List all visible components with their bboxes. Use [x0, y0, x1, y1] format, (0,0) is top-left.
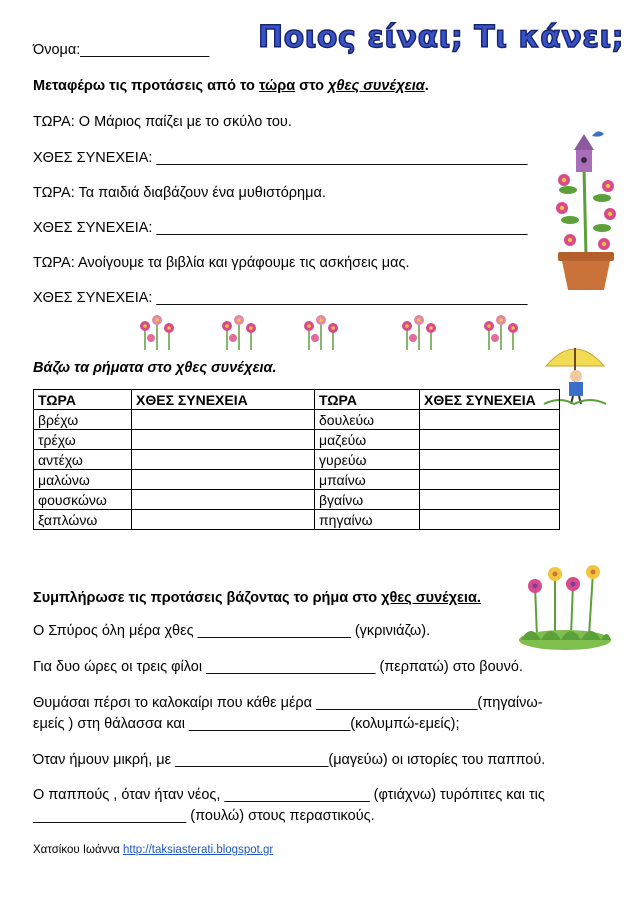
fill-sentence-5b[interactable]: ___________________ (πουλώ) στους περαστικούς.	[33, 808, 375, 824]
instruction-prefix: Μεταφέρω τις προτάσεις από το	[33, 78, 259, 94]
answer-cell[interactable]	[420, 450, 560, 470]
verb-cell: δουλεύω	[315, 410, 420, 430]
answer-cell[interactable]	[420, 510, 560, 530]
verb-cell: βρέχω	[34, 410, 132, 430]
verb-cell: αντέχω	[34, 450, 132, 470]
fill-sentence-5a[interactable]: Ο παππούς , όταν ήταν νέος, __________________ (φτιάχνω) τυρόπιτες και τις	[33, 787, 545, 803]
exercise2-instruction: Βάζω τα ρήματα στο χθες συνέχεια.	[33, 360, 277, 376]
header-now-2: ΤΩΡΑ	[315, 390, 420, 410]
answer-cell[interactable]	[420, 470, 560, 490]
instruction-cont: χθες συνέχεια	[328, 78, 425, 94]
instruction-now: τώρα	[258, 78, 296, 94]
answer-cell[interactable]	[132, 510, 315, 530]
instruction-prefix: Συμπλήρωσε τις προτάσεις βάζοντας το ρήμα στο	[33, 590, 382, 606]
verb-cell: μαλώνω	[34, 470, 132, 490]
table-row	[34, 490, 560, 510]
verb-cell: μαζεύω	[315, 430, 420, 450]
answer-cell[interactable]	[132, 490, 315, 510]
answer-cell[interactable]	[132, 410, 315, 430]
answer-line-3[interactable]: ΧΘΕΣ ΣΥΝΕΧΕΙΑ: ______________________________________________	[33, 290, 528, 306]
flower-pot-icon	[548, 128, 628, 293]
flower-border-icon	[135, 308, 525, 353]
footer	[33, 844, 273, 856]
page-title: Ποιος είναι; Τι κάνει;	[258, 20, 625, 55]
fill-sentence-2[interactable]: Για δυο ώρες οι τρεις φίλοι _____________________ (περπατώ) στο βουνό.	[33, 659, 523, 675]
instruction-mid: στο	[295, 78, 329, 94]
instruction-end: .	[424, 78, 429, 94]
verb-cell: μπαίνω	[315, 470, 420, 490]
exercise1-instruction	[33, 78, 429, 94]
now-sentence-2: ΤΩΡΑ: Τα παιδιά διαβάζουν ένα μυθιστόρημα.	[33, 185, 326, 201]
answer-line-2[interactable]: ΧΘΕΣ ΣΥΝΕΧΕΙΑ: ______________________________________________	[33, 220, 528, 236]
birdhouse-icon	[574, 134, 594, 172]
footer-link[interactable]: http://taksiasterati.blogspot.gr	[123, 844, 274, 856]
fill-sentence-1[interactable]: Ο Σπύρος όλη μέρα χθες ___________________ (γκρινιάζω).	[33, 623, 431, 639]
table-row	[34, 510, 560, 530]
table-row	[34, 470, 560, 490]
header-now-1: ΤΩΡΑ	[34, 390, 132, 410]
header-cont-1: ΧΘΕΣ ΣΥΝΕΧΕΙΑ	[132, 390, 315, 410]
name-field[interactable]: Όνομα:________________	[33, 42, 210, 58]
header-cont-2: ΧΘΕΣ ΣΥΝΕΧΕΙΑ	[420, 390, 560, 410]
verb-cell: πηγαίνω	[315, 510, 420, 530]
verb-table	[33, 389, 560, 530]
fill-sentence-4[interactable]: Όταν ήμουν μικρή, με ___________________(μαγεύω) οι ιστορίες του παππού.	[33, 752, 546, 768]
verb-cell: ξαπλώνω	[34, 510, 132, 530]
table-row	[34, 430, 560, 450]
table-row	[34, 410, 560, 430]
table-header-row	[34, 390, 560, 410]
footer-author: Χατσίκου Ιωάννα	[33, 844, 124, 856]
answer-cell[interactable]	[132, 430, 315, 450]
answer-cell[interactable]	[420, 490, 560, 510]
verb-cell: φουσκώνω	[34, 490, 132, 510]
answer-line-1[interactable]: ΧΘΕΣ ΣΥΝΕΧΕΙΑ: ______________________________________________	[33, 150, 528, 166]
now-sentence-3: ΤΩΡΑ: Ανοίγουμε τα βιβλία και γράφουμε τις ασκήσεις μας.	[33, 255, 410, 271]
flower-bed-icon	[515, 560, 615, 652]
answer-cell[interactable]	[132, 450, 315, 470]
verb-cell: γυρεύω	[315, 450, 420, 470]
answer-cell[interactable]	[420, 410, 560, 430]
verb-cell: βγαίνω	[315, 490, 420, 510]
answer-cell[interactable]	[420, 430, 560, 450]
answer-cell[interactable]	[132, 470, 315, 490]
now-sentence-1: ΤΩΡΑ: Ο Μάριος παίζει με το σκύλο του.	[33, 114, 292, 130]
verb-cell: τρέχω	[34, 430, 132, 450]
fill-sentence-3b[interactable]: εμείς ) στη θάλασσα και ____________________(κολυμπώ-εμείς);	[33, 716, 460, 732]
fill-sentence-3a[interactable]: Θυμάσαι πέρσι το καλοκαίρι που κάθε μέρα ____________________(πηγαίνω-	[33, 695, 543, 711]
instruction-cont: χθες συνέχεια.	[381, 590, 481, 606]
exercise3-instruction	[33, 590, 481, 606]
table-row	[34, 450, 560, 470]
